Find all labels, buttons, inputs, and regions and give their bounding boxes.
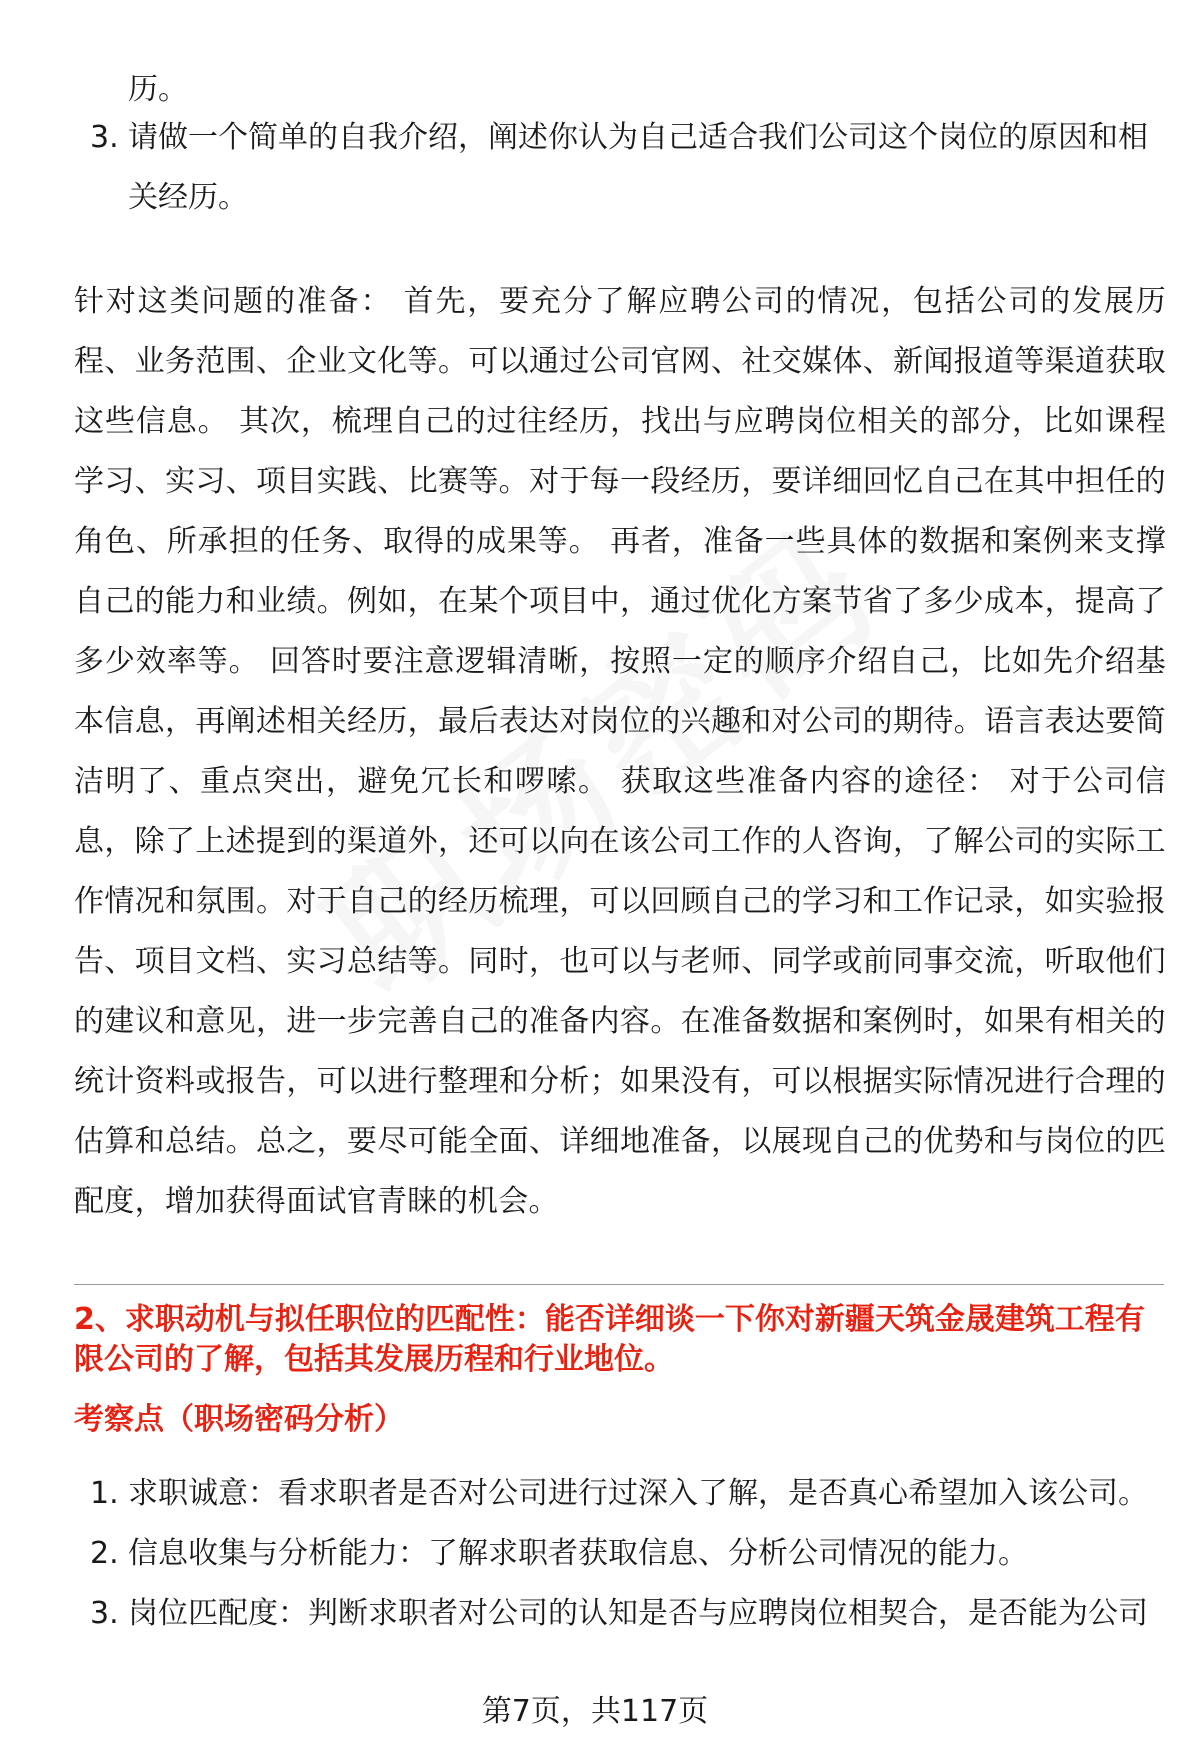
list-item-text: 请做一个简单的自我介绍，阐述你认为自己适合我们公司这个岗位的原因和相关经历。 [128,120,1148,215]
page-number-footer: 第7页，共117页 [481,1694,709,1729]
list-item-number: 3. [90,1596,119,1631]
assessment-points-label: 考察点（职场密码分析） [74,1402,404,1437]
list-item-number: 2. [90,1536,119,1571]
list-item-number: 1. [90,1476,119,1511]
section-divider [74,1284,1164,1285]
continuation-line: 历。 [128,72,188,107]
list-item-number: 3. [90,120,119,155]
list-item-text: 岗位匹配度：判断求职者对公司的认知是否与应聘岗位相契合，是否能为公司 [128,1596,1148,1631]
list-item [0,1524,1190,1584]
list-item-text: 求职诚意：看求职者是否对公司进行过深入了解，是否真心希望加入该公司。 [128,1476,1148,1511]
list-item-text: 信息收集与分析能力：了解求职者获取信息、分析公司情况的能力。 [128,1536,1028,1571]
list-item [0,1464,1190,1524]
assessment-list [0,1464,1190,1644]
list-item [0,1584,1190,1644]
list-item [0,108,1190,228]
preparation-paragraph: 针对这类问题的准备： 首先，要充分了解应聘公司的情况，包括公司的发展历程、业务范围、企业文化等。可以通过公司官网、社交媒体、新闻报道等渠道获取这些信息。 其次，梳理自己的过往经历，找出与应聘岗位相关的部分，比如课程学习、实习、项目实践、比赛等。对于每一段经历，要详细回忆自己在其中担任的角色、所承担的任务、取得的成果等。 再者，准备一些具体的数据和案例来支撑自己的能力和业绩。例如，在某个项目中，通过优化方案节省了多少成本，提高了多少效率等。 回答时要注意逻辑清晰，按照一定的顺序介绍自己，比如先介绍基本信息，再阐述相关经历，最后表达对岗位的兴趣和对公司的期待。语言表达要简洁明了、重点突出，避免冗长和啰嗦。 获取这些准备内容的途径： 对于公司信息，除了上述提到的渠道外，还可以向在该公司工作的人咨询，了解公司的实际工作情况和氛围。对于自己的经历梳理，可以回顾自己的学习和工作记录，如实验报告、项目文档、实习总结等。同时，也可以与老师、同学或前同事交流，听取他们的建议和意见，进一步完善自己的准备内容。在准备数据和案例时，如果有相关的统计资料或报告，可以进行整理和分析；如果没有，可以根据实际情况进行合理的估算和总结。总之，要尽可能全面、详细地准备，以展现自己的优势和与岗位的匹配度，增加获得面试官青睐的机会。 [74,284,1166,1219]
question-heading: 2、求职动机与拟任职位的匹配性：能否详细谈一下你对新疆天筑金晟建筑工程有限公司的了解，包括其发展历程和行业地位。 [74,1302,1145,1377]
top-list [0,108,1190,228]
